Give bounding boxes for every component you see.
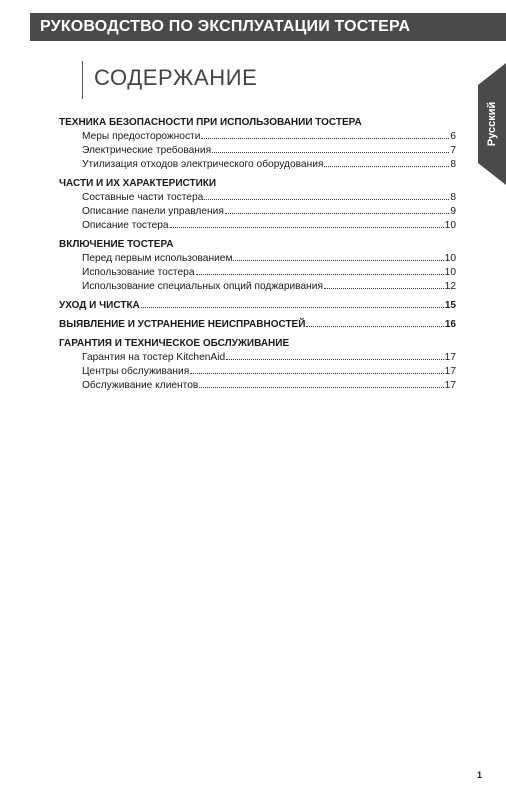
document-title: РУКОВОДСТВО ПО ЭКСПЛУАТАЦИИ ТОСТЕРА [40, 18, 411, 35]
toc-entry-label: Описание панели управления [82, 206, 224, 217]
toc-section [59, 337, 456, 393]
toc-entry-label: Гарантия на тостер KitchenAid [82, 352, 226, 363]
header-bar [30, 13, 506, 41]
toc-entry-label: Обслуживание клиентов [82, 380, 199, 391]
toc-entry-label: Центры обслуживания [82, 366, 190, 377]
toc-entry-label: Использование тостера [82, 267, 195, 278]
toc-section [59, 116, 456, 172]
dot-leader [190, 373, 443, 374]
language-tab-label-wrap [478, 63, 506, 185]
dot-leader [233, 260, 443, 261]
toc-page-number: 9 [450, 206, 456, 217]
toc-page-number: 6 [450, 131, 456, 142]
toc-entry-label: Утилизация отходов электрического оборудования [82, 159, 324, 170]
page-number: 1 [477, 770, 483, 780]
toc-entry-label: Составные части тостера [82, 192, 204, 203]
toc-section-title: ЧАСТИ И ИХ ХАРАКТЕРИСТИКИ [59, 178, 217, 189]
toc-entry-label: Перед первым использованием [82, 253, 233, 264]
dot-leader [306, 326, 443, 327]
toc-section-title: ВКЛЮЧЕНИЕ ТОСТЕРА [59, 239, 174, 250]
toc-page-number: 17 [444, 352, 456, 363]
dot-leader [199, 387, 443, 388]
toc-section-heading[interactable] [59, 299, 456, 313]
toc-page-number: 8 [450, 192, 456, 203]
toc-entry[interactable] [59, 252, 456, 266]
toc-entry[interactable] [59, 219, 456, 233]
toc-section-heading[interactable] [59, 337, 456, 351]
toc-section-heading[interactable] [59, 177, 456, 191]
dot-leader [170, 227, 444, 228]
dot-leader [204, 199, 449, 200]
toc-section-title: ГАРАНТИЯ И ТЕХНИЧЕСКОЕ ОБСЛУЖИВАНИЕ [59, 338, 290, 349]
dot-leader [196, 274, 444, 275]
dot-leader [212, 152, 449, 153]
toc-page-number: 10 [444, 253, 456, 264]
toc-section [59, 299, 456, 313]
toc-section [59, 177, 456, 233]
toc-page-number: 17 [444, 366, 456, 377]
toc-page-number: 17 [444, 380, 456, 391]
contents-heading: СОДЕРЖАНИЕ [94, 65, 258, 90]
toc-entry[interactable] [59, 130, 456, 144]
toc-section-heading[interactable] [59, 238, 456, 252]
toc-entry[interactable] [59, 379, 456, 393]
toc-section [59, 238, 456, 294]
toc-page-number: 10 [444, 267, 456, 278]
toc-page-number: 10 [444, 220, 456, 231]
toc-section [59, 318, 456, 332]
toc-page-number: 8 [450, 159, 456, 170]
toc-section-title: УХОД И ЧИСТКА [59, 300, 140, 311]
dot-leader [225, 213, 449, 214]
toc-entry[interactable] [59, 144, 456, 158]
language-tab-label: Русский [486, 101, 499, 147]
dot-leader [324, 166, 449, 167]
toc-page-number: 12 [444, 281, 456, 292]
toc-entry[interactable] [59, 266, 456, 280]
contents-divider [82, 61, 83, 99]
toc-section-title: ВЫЯВЛЕНИЕ И УСТРАНЕНИЕ НЕИСПРАВНОСТЕЙ [59, 319, 306, 330]
toc-entry-label: Описание тостера [82, 220, 169, 231]
toc-section-heading[interactable] [59, 116, 456, 130]
table-of-contents [59, 116, 456, 398]
toc-entry-label: Меры предосторожности [82, 131, 201, 142]
toc-entry[interactable] [59, 280, 456, 294]
toc-page-number: 15 [444, 300, 456, 311]
toc-entry[interactable] [59, 205, 456, 219]
dot-leader [141, 307, 444, 308]
toc-entry[interactable] [59, 191, 456, 205]
toc-entry[interactable] [59, 365, 456, 379]
toc-entry-label: Использование специальных опций поджаривания [82, 281, 323, 292]
toc-entry[interactable] [59, 351, 456, 365]
toc-section-title: ТЕХНИКА БЕЗОПАСНОСТИ ПРИ ИСПОЛЬЗОВАНИИ ТОСТЕРА [59, 117, 362, 128]
dot-leader [324, 288, 444, 289]
toc-entry[interactable] [59, 158, 456, 172]
toc-page-number: 16 [444, 319, 456, 330]
dot-leader [226, 359, 444, 360]
toc-page-number: 7 [450, 145, 456, 156]
dot-leader [201, 138, 449, 139]
toc-entry-label: Электрические требования [82, 145, 212, 156]
toc-section-heading[interactable] [59, 318, 456, 332]
